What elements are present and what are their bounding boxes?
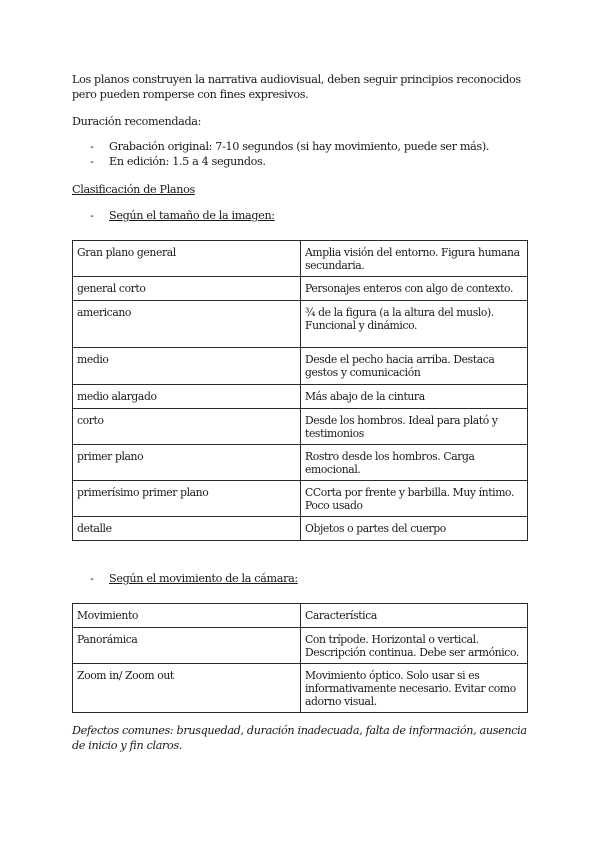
table-row xyxy=(73,385,528,409)
defects-note: Defectos comunes: brusquedad, duración inadecuada, falta de información, ausencia de inicio y fin claros. xyxy=(72,724,527,752)
list-dash: - xyxy=(90,209,94,222)
plano-cell: detalle xyxy=(73,517,301,541)
plano-cell: medio xyxy=(73,348,301,385)
plano-cell: primer plano xyxy=(73,445,301,481)
list-dash: - xyxy=(90,140,94,153)
table-row xyxy=(73,348,528,385)
header-cell: Característica xyxy=(301,604,528,628)
desc-cell: ¾ de la figura (a la altura del muslo). Funcional y dinámico. xyxy=(301,301,528,348)
table-row xyxy=(73,445,528,481)
table-row xyxy=(73,241,528,277)
list-dash: - xyxy=(90,155,94,168)
plano-cell: general corto xyxy=(73,277,301,301)
table-header-row xyxy=(73,604,528,628)
desc-cell: Amplia visión del entorno. Figura humana secundaria. xyxy=(301,241,528,277)
table-row xyxy=(73,481,528,517)
plano-cell: Gran plano general xyxy=(73,241,301,277)
mov-cell: Panorámica xyxy=(73,628,301,664)
desc-cell: Más abajo de la cintura xyxy=(301,385,528,409)
duration-heading: Duración recomendada: xyxy=(72,115,202,128)
desc-cell: Movimiento óptico. Solo usar si es informativamente necesario. Evitar como adorno visual. xyxy=(301,664,528,713)
list-item-text: En edición: 1.5 a 4 segundos. xyxy=(109,155,266,168)
movement-table xyxy=(72,603,528,713)
plano-cell: corto xyxy=(73,409,301,445)
mov-cell: Zoom in/ Zoom out xyxy=(73,664,301,713)
table-row xyxy=(73,628,528,664)
table-row xyxy=(73,301,528,348)
desc-cell: Desde los hombros. Ideal para plató y testimonios xyxy=(301,409,528,445)
table-row xyxy=(73,409,528,445)
plano-cell: medio alargado xyxy=(73,385,301,409)
desc-cell: Objetos o partes del cuerpo xyxy=(301,517,528,541)
desc-cell: Personajes enteros con algo de contexto. xyxy=(301,277,528,301)
list-dash: - xyxy=(90,572,94,585)
section-label-text: Según el movimiento de la cámara: xyxy=(109,572,298,585)
classification-heading: Clasificación de Planos xyxy=(72,183,195,196)
desc-cell: CCorta por frente y barbilla. Muy íntimo. Poco usado xyxy=(301,481,528,517)
plano-cell: primerísimo primer plano xyxy=(73,481,301,517)
table-row xyxy=(73,664,528,713)
table-row xyxy=(73,277,528,301)
desc-cell: Desde el pecho hacia arriba. Destaca gestos y comunicación xyxy=(301,348,528,385)
intro-paragraph: Los planos construyen la narrativa audiovisual, deben seguir principios reconocidos pero pueden romperse con fines expresivos. xyxy=(72,73,521,101)
plano-cell: americano xyxy=(73,301,301,348)
desc-cell: Con trípode. Horizontal o vertical. Descripción continua. Debe ser armónico. xyxy=(301,628,528,664)
table-row xyxy=(73,517,528,541)
desc-cell: Rostro desde los hombros. Carga emocional. xyxy=(301,445,528,481)
header-cell: Movimiento xyxy=(73,604,301,628)
section-label-text: Según el tamaño de la imagen: xyxy=(109,209,275,222)
size-table xyxy=(72,240,528,541)
list-item-text: Grabación original: 7-10 segundos (si hay movimiento, puede ser más). xyxy=(109,140,490,153)
